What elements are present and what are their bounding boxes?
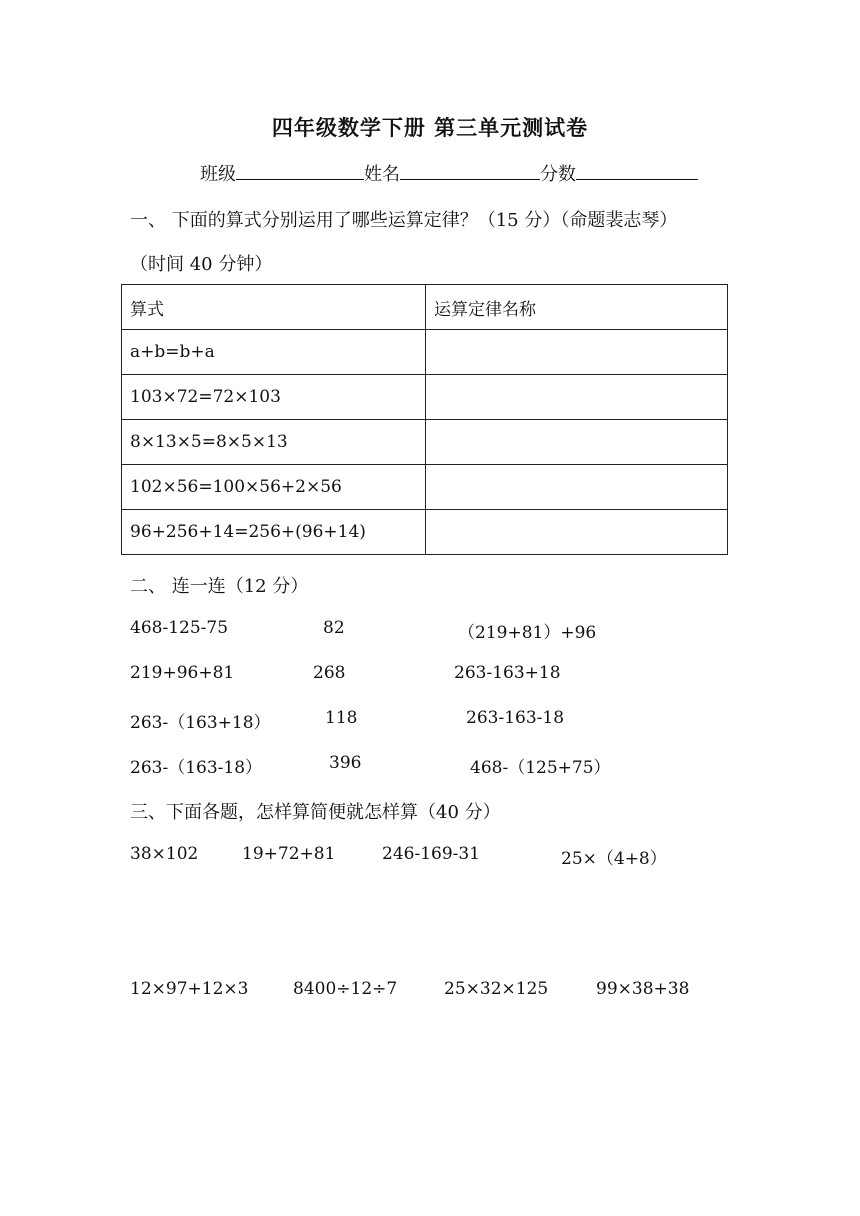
table-row <box>122 330 728 375</box>
calc-problem: 99×38+38 <box>596 979 690 999</box>
calc-problem: 246-169-31 <box>382 844 481 864</box>
match-middle-number: 268 <box>313 663 346 683</box>
expression-cell: a+b=b+a <box>122 330 426 375</box>
calc-problem: 25×32×125 <box>444 979 549 999</box>
law-table <box>121 284 728 555</box>
match-middle-number: 118 <box>325 708 358 728</box>
answer-cell <box>426 375 728 420</box>
answer-cell <box>426 510 728 555</box>
match-right-expression: 263-163-18 <box>466 708 565 728</box>
table-row <box>122 375 728 420</box>
class-blank <box>236 161 364 180</box>
expression-cell: 102×56=100×56+2×56 <box>122 465 426 510</box>
match-left-expression: 263-（163-18） <box>130 758 263 778</box>
calc-problem: 25×（4+8） <box>561 849 667 869</box>
answer-cell <box>426 420 728 465</box>
table-header-cell: 算式 <box>122 285 426 330</box>
expression-cell: 8×13×5=8×5×13 <box>122 420 426 465</box>
answer-cell <box>426 465 728 510</box>
time-note: （时间 40 分钟） <box>130 254 273 275</box>
table-row <box>122 465 728 510</box>
score-label: 分数 <box>540 164 576 185</box>
section2-heading: 二、 连一连（12 分） <box>130 576 309 597</box>
name-label: 姓名 <box>364 164 400 185</box>
expression-cell: 103×72=72×103 <box>122 375 426 420</box>
match-right-expression: 263-163+18 <box>454 663 561 683</box>
match-middle-number: 82 <box>323 618 345 638</box>
page-title: 四年级数学下册 第三单元测试卷 <box>271 115 589 140</box>
answer-cell <box>426 330 728 375</box>
table-header-row <box>122 285 728 330</box>
match-right-expression: （219+81）+96 <box>458 623 597 643</box>
name-blank <box>400 161 540 180</box>
calc-problem: 19+72+81 <box>242 844 336 864</box>
calc-problem: 8400÷12÷7 <box>293 979 398 999</box>
match-right-expression: 468-（125+75） <box>470 758 611 778</box>
section3-heading: 三、下面各题，怎样算简便就怎样算（40 分） <box>130 802 501 823</box>
match-left-expression: 468-125-75 <box>130 618 229 638</box>
table-header-cell: 运算定律名称 <box>426 285 728 330</box>
score-blank <box>576 161 698 180</box>
table-row <box>122 420 728 465</box>
class-label: 班级 <box>200 164 236 185</box>
table-row <box>122 510 728 555</box>
student-info-line <box>200 160 698 186</box>
calc-problem: 12×97+12×3 <box>130 979 249 999</box>
calc-problem: 38×102 <box>130 844 199 864</box>
section1-heading: 一、 下面的算式分别运用了哪些运算定律？（15 分）（命题裴志琴） <box>130 210 678 231</box>
match-left-expression: 263-（163+18） <box>130 713 271 733</box>
match-left-expression: 219+96+81 <box>130 663 235 683</box>
match-middle-number: 396 <box>329 753 362 773</box>
expression-cell: 96+256+14=256+(96+14) <box>122 510 426 555</box>
